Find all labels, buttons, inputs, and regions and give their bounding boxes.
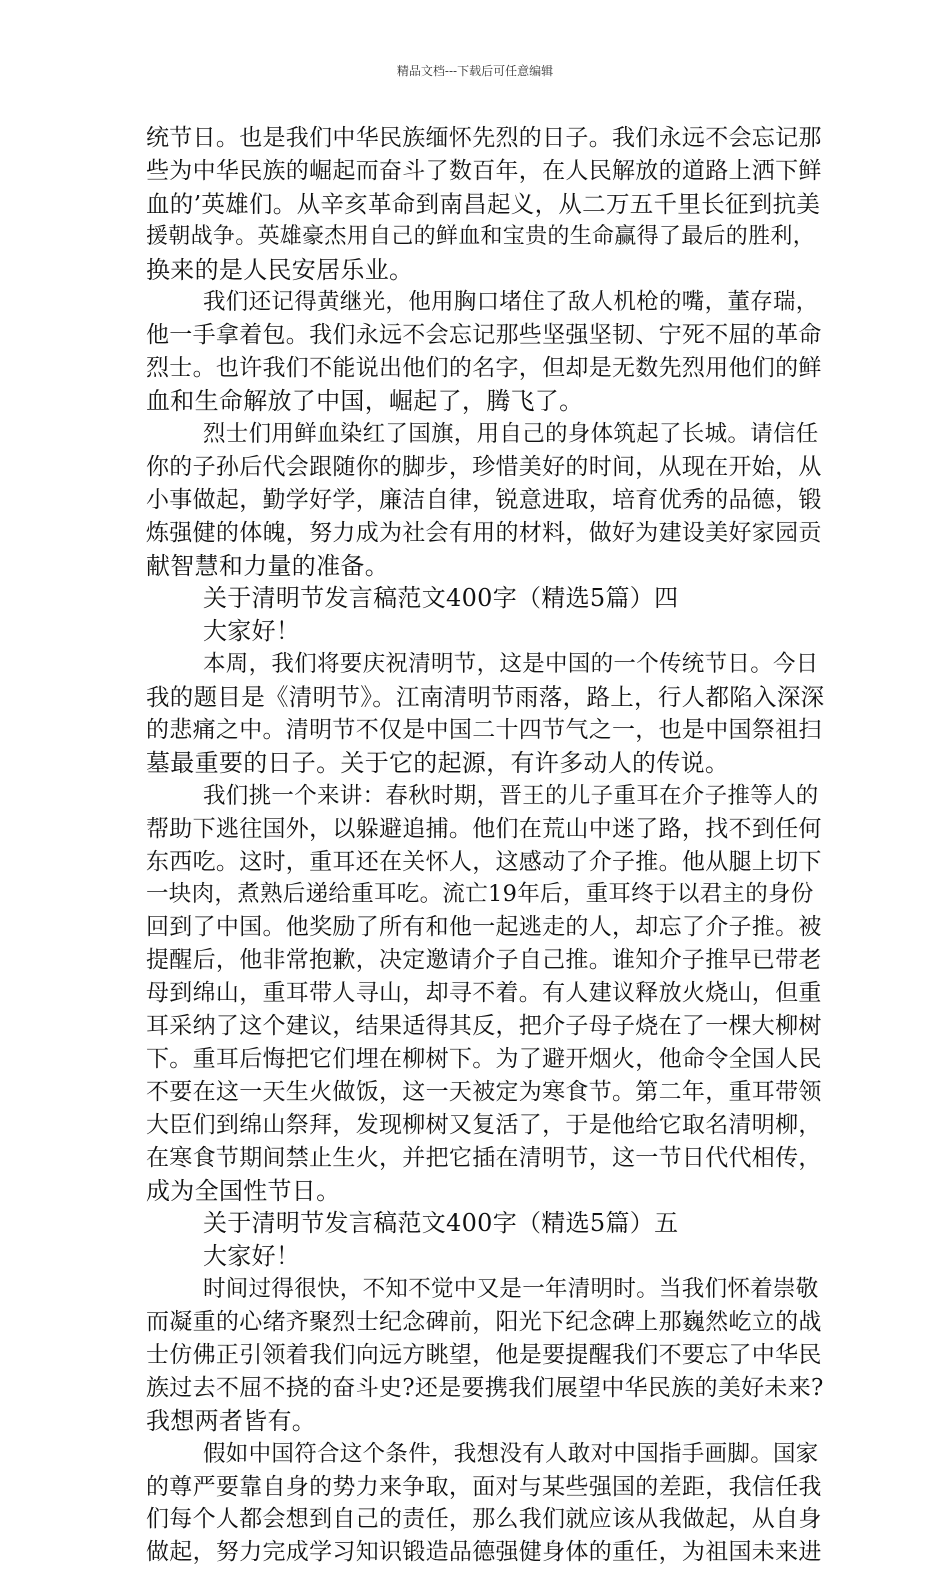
text-line: 做起，努力完成学习知识锻造品德强健身体的重任，为祖国未来进 — [146, 1539, 822, 1566]
text-line: 大家好！ — [203, 1242, 301, 1271]
text-line: 假如中国符合这个条件，我想没有人敢对中国指手画脚。国家 — [203, 1440, 819, 1467]
text-line: 炼强健的体魄，努力成为社会有用的材料，做好为建设美好家园贡 — [146, 519, 822, 546]
text-line: 本周，我们将要庆祝清明节，这是中国的一个传统节日。今日 — [203, 651, 819, 678]
text-line: 墓最重要的日子。关于它的起源，有许多动人的传说。 — [146, 748, 730, 777]
text-line: 些为中华民族的崛起而奋斗了数百年，在人民解放的道路上洒下鲜 — [146, 157, 822, 184]
text-line: 关于清明节发言稿范文400字（精选5篇）四 — [203, 584, 679, 613]
page-header: 精品文档---下载后可任意编辑 — [396, 64, 554, 78]
text-line: 成为全国性节日。 — [146, 1176, 341, 1205]
text-line: 士仿佛正引领着我们向远方眺望，他是要提醒我们不要忘了中华民 — [146, 1341, 822, 1368]
text-line: 血和生命解放了中国，崛起了，腾飞了。 — [146, 387, 584, 416]
text-line: 大臣们到绵山祭拜，发现柳树又复活了，于是他给它取名清明柳， — [146, 1111, 822, 1138]
text-line: 我们挑一个来讲：春秋时期，晋王的儿子重耳在介子推等人的 — [203, 782, 819, 809]
text-line: 帮助下逃往国外，以躲避追捕。他们在荒山中迷了路，找不到任何 — [146, 815, 822, 842]
text-line: 耳采纳了这个建议，结果适得其反，把介子母子烧在了一棵大柳树 — [146, 1013, 822, 1040]
text-line: 烈士。也许我们不能说出他们的名字，但却是无数先烈用他们的鲜 — [146, 355, 822, 382]
text-line: 提醒后，他非常抱歉，决定邀请介子自己推。谁知介子推早已带老 — [146, 947, 822, 974]
text-line: 统节日。也是我们中华民族缅怀先烈的日子。我们永远不会忘记那 — [146, 125, 822, 151]
text-line: 的尊严要靠自身的势力来争取，面对与某些强国的差距，我信任我 — [146, 1473, 822, 1500]
text-line: 一块肉，煮熟后递给重耳吃。流亡19年后，重耳终于以君主的身份 — [146, 881, 814, 908]
document-body — [146, 122, 826, 1569]
text-line: 下。重耳后悔把它们埋在柳树下。为了避开烟火，他命令全国人民 — [146, 1045, 822, 1072]
text-line: 血的’英雄们。从辛亥革命到南昌起义，从二万五千里长征到抗美 — [146, 189, 821, 218]
text-line: 换来的是人民安居乐业。 — [146, 255, 414, 284]
text-line: 在寒食节期间禁止生火，并把它插在清明节，这一节日代代相传， — [146, 1144, 822, 1171]
text-line: 我们还记得黄继光，他用胸口堵住了敌人机枪的嘴，董存瑞， — [203, 289, 819, 316]
text-line: 不要在这一天生火做饭，这一天被定为寒食节。第二年，重耳带领 — [146, 1078, 822, 1105]
text-line: 东西吃。这时，重耳还在关怀人，这感动了介子推。他从腿上切下 — [146, 848, 822, 875]
text-line: 烈士们用鲜血染红了国旗，用自己的身体筑起了长城。请信任 — [203, 421, 819, 448]
text-line: 回到了中国。他奖励了所有和他一起逃走的人，却忘了介子推。被 — [146, 914, 822, 941]
text-line: 们每个人都会想到自己的责任，那么我们就应该从我做起，从自身 — [146, 1506, 822, 1533]
text-line: 大家好！ — [203, 617, 301, 646]
text-line: 你的子孙后代会跟随你的脚步，珍惜美好的时间，从现在开始，从 — [146, 453, 822, 480]
text-line: 而凝重的心绪齐聚烈士纪念碑前，阳光下纪念碑上那巍然屹立的战 — [146, 1309, 822, 1336]
text-line: 母到绵山，重耳带人寻山，却寻不着。有人建议释放火烧山，但重 — [146, 980, 822, 1007]
text-line: 献智慧和力量的准备。 — [146, 551, 389, 580]
text-line: 时间过得很快，不知不觉中又是一年清明时。当我们怀着崇敬 — [203, 1276, 819, 1303]
text-line: 我想两者皆有。 — [146, 1406, 317, 1435]
text-line: 我的题目是《清明节》。江南清明节雨落，路上，行人都陷入深深 — [146, 683, 825, 712]
text-line: 关于清明节发言稿范文400字（精选5篇）五 — [203, 1209, 679, 1238]
text-line: 族过去不屈不挠的奋斗史?还是要携我们展望中华民族的美好未来? — [146, 1374, 824, 1401]
text-line: 他一手拿着包。我们永远不会忘记那些坚强坚韧、宁死不屈的革命 — [146, 322, 822, 349]
text-line: 的悲痛之中。清明节不仅是中国二十四节气之一，也是中国祭祖扫 — [146, 717, 822, 744]
text-line: 援朝战争。英雄豪杰用自己的鲜血和宝贵的生命赢得了最后的胜利， — [146, 223, 816, 249]
text-line: 小事做起，勤学好学，廉洁自律，锐意进取，培育优秀的品德，锻 — [146, 486, 822, 513]
